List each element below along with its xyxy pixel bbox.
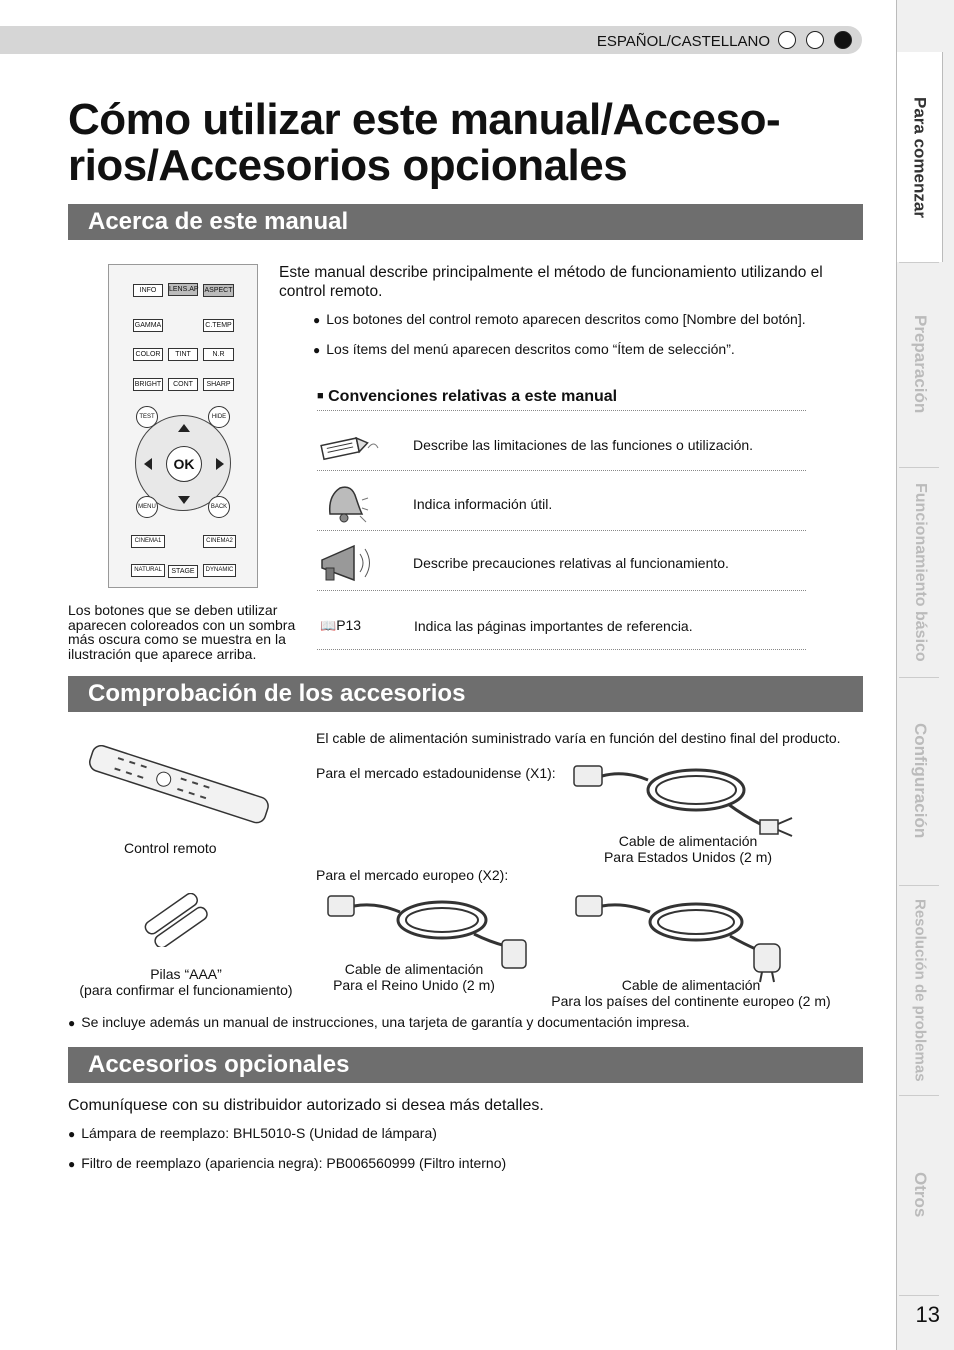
remote-btn-stage: STAGE	[168, 565, 198, 578]
square-bullet-icon: ■	[317, 390, 324, 402]
remote-btn-info: INFO	[133, 284, 163, 297]
remote-btn-cinema1: CINEMA1	[131, 535, 165, 548]
remote-btn-ok: OK	[166, 446, 202, 482]
left-arrow-icon	[144, 458, 152, 470]
convention-text-3: Describe precauciones relativas al funcionamiento.	[413, 555, 729, 571]
tab-para-comenzar[interactable]	[897, 52, 943, 262]
section1-bullet-1: ● Los botones del control remoto aparecen descritos como [Nombre del botón].	[313, 311, 806, 328]
reference-label	[320, 617, 361, 634]
tab-label: Otros	[911, 1172, 930, 1218]
remote-btn-color: COLOR	[133, 348, 163, 361]
tab-preparacion[interactable]	[897, 262, 943, 467]
tab-funcionamiento-basico[interactable]	[897, 467, 943, 677]
remote-btn-ctemp: C.TEMP	[203, 319, 234, 332]
indicator-dot-empty-1	[778, 31, 796, 49]
remote-btn-natural: NATURAL	[131, 564, 165, 577]
remote-btn-back: BACK	[208, 496, 230, 518]
tab-label: Resolución de problemas	[911, 898, 929, 1082]
reference-page-label: P13	[336, 617, 362, 633]
eu-cable-label-line2: Para los países del continente europeo (2 m)	[551, 993, 831, 1009]
remote-btn-lens-ap: LENS.AP	[168, 283, 198, 296]
section3-intro: Comuníquese con su distribuidor autorizado si desea más detalles.	[68, 1097, 544, 1114]
indicator-dot-empty-2	[806, 31, 824, 49]
conventions-heading	[317, 388, 617, 406]
section-heading-optional-accessories: Accesorios opcionales	[68, 1047, 863, 1083]
batteries-photo	[140, 893, 214, 947]
section1-bullet-2: ● Los ítems del menú aparecen descritos como “Ítem de selección”.	[313, 341, 735, 358]
eu-market-label: Para el mercado europeo (X2):	[316, 867, 509, 883]
down-arrow-icon	[178, 496, 190, 504]
convention-text-2: Indica información útil.	[413, 496, 553, 512]
book-reference-icon: 📖	[320, 618, 337, 633]
batteries-label-line1: Pilas “AAA”	[150, 966, 222, 982]
section1-intro: Este manual describe principalmente el método de funcionamiento utilizando el control remoto.	[279, 264, 823, 300]
language-bar	[0, 26, 862, 54]
section-heading-about-manual: Acerca de este manual	[68, 204, 863, 240]
page-number: 13	[915, 1302, 940, 1327]
divider	[317, 410, 806, 411]
page-title-line2: rios/Accesorios opcionales	[68, 141, 628, 190]
us-cable-label	[590, 833, 786, 865]
page-title-line1: Cómo utilizar este manual/Acceso-	[68, 95, 781, 144]
eu-power-cable-photo	[572, 888, 794, 984]
remote-btn-tint: TINT	[168, 348, 198, 361]
tab-resolucion-problemas[interactable]	[897, 885, 943, 1095]
tab-label: Preparación	[911, 315, 930, 414]
remote-btn-cinema2: CINEMA2	[203, 535, 236, 548]
tab-otros[interactable]	[897, 1095, 943, 1295]
section2-note: ● Se incluye además un manual de instrucciones, una tarjeta de garantía y documentación impresa.	[68, 1014, 690, 1031]
megaphone-icon	[318, 540, 376, 588]
cable-note: El cable de alimentación suministrado varía en función del destino final del producto.	[316, 730, 841, 746]
us-cable-label-line2: Para Estados Unidos (2 m)	[603, 849, 773, 865]
eu-cable-label	[540, 977, 842, 1009]
remote-btn-nr: N.R	[203, 348, 234, 361]
remote-control-photo	[82, 745, 274, 829]
batteries-label-line2: (para confirmar el funcionamiento)	[79, 982, 293, 998]
divider	[317, 470, 806, 471]
remote-caption: Los botones que se deben utilizar aparecen coloreados con un sombra más oscura como se muestra en la ilustración que aparece arriba.	[68, 602, 296, 662]
remote-btn-gamma: GAMMA	[133, 319, 163, 332]
remote-label: Control remoto	[124, 840, 217, 856]
page-title	[68, 97, 858, 189]
divider	[317, 530, 806, 531]
pencil-memo-icon	[318, 430, 380, 464]
remote-btn-dynamic: DYNAMIC	[203, 564, 236, 577]
tab-configuracion[interactable]	[897, 677, 943, 885]
remote-btn-menu: MENU	[136, 496, 158, 518]
right-arrow-icon	[216, 458, 224, 470]
divider	[317, 590, 806, 591]
us-cable-label-line1: Cable de alimentación	[618, 833, 758, 849]
tab-label: Funcionamiento básico	[912, 482, 929, 662]
language-label: ESPAÑOL/CASTELLANO	[596, 33, 770, 50]
divider	[317, 649, 806, 650]
indicator-dot-filled	[834, 31, 852, 49]
remote-btn-aspect: ASPECT	[203, 284, 234, 297]
conventions-heading-text: Convenciones relativas a este manual	[328, 388, 618, 405]
side-tab-strip	[896, 0, 954, 1350]
up-arrow-icon	[178, 424, 190, 432]
section-heading-accessories-check: Comprobación de los accesorios	[68, 676, 863, 712]
section3-bullet-1: ● Lámpara de reemplazo: BHL5010-S (Unidad de lámpara)	[68, 1125, 437, 1142]
us-market-label: Para el mercado estadounidense (X1):	[316, 765, 556, 781]
uk-cable-label	[322, 961, 506, 993]
convention-text-4: Indica las páginas importantes de referencia.	[414, 618, 693, 634]
remote-btn-cont: CONT	[168, 378, 198, 391]
convention-text-1: Describe las limitaciones de las funciones o utilización.	[413, 437, 754, 453]
tab-label: Para comenzar	[910, 96, 930, 218]
tab-label: Configuración	[911, 723, 930, 839]
remote-control-illustration	[108, 264, 258, 588]
remote-btn-hide: HIDE	[208, 406, 230, 428]
remote-btn-sharp: SHARP	[203, 378, 234, 391]
eu-cable-label-line1: Cable de alimentación	[621, 977, 761, 993]
bell-icon	[318, 478, 370, 526]
remote-btn-bright: BRIGHT	[133, 378, 163, 391]
remote-btn-test: TEST	[136, 406, 158, 428]
uk-cable-label-line2: Para el Reino Unido (2 m)	[333, 977, 495, 993]
uk-cable-label-line1: Cable de alimentación	[344, 961, 484, 977]
section3-bullet-2: ● Filtro de reemplazo (apariencia negra): PB006560999 (Filtro interno)	[68, 1155, 506, 1172]
tab-divider	[899, 1295, 939, 1296]
batteries-label	[68, 966, 304, 998]
